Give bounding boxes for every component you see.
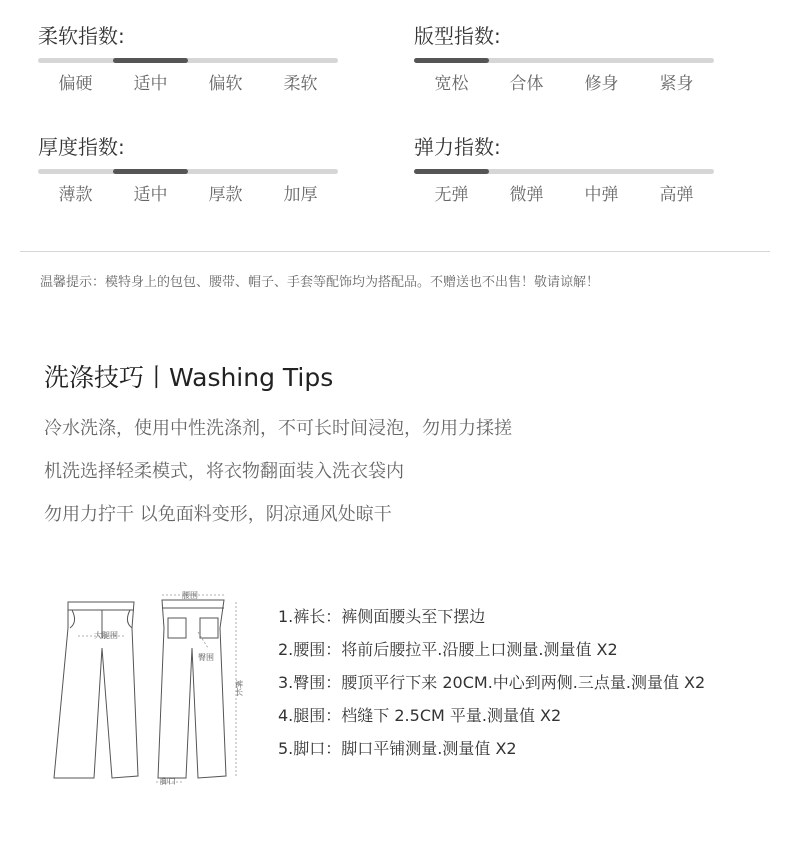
index-level: 偏硬	[58, 74, 93, 94]
measurement-label: 4.腿围：	[278, 706, 342, 725]
index-bar	[414, 58, 714, 63]
index-bar-fill	[414, 169, 489, 174]
length-label: 裤长	[234, 680, 244, 696]
hip-label: 臀围	[198, 653, 214, 662]
index-bar-fill	[113, 58, 188, 63]
section-divider	[20, 251, 770, 252]
softness-index	[38, 22, 338, 94]
index-bar	[414, 169, 714, 174]
pants-front-pocket	[127, 610, 132, 628]
index-title: 柔软指数:	[38, 24, 125, 48]
measurement-row	[278, 636, 705, 669]
index-bar-fill	[113, 169, 188, 174]
index-level: 无弹	[434, 185, 469, 205]
pants-front-pocket	[70, 610, 75, 628]
index-level: 合体	[509, 74, 544, 94]
index-level: 适中	[133, 185, 168, 205]
pants-measurement-diagram	[48, 588, 268, 788]
hem-label: 脚口	[160, 777, 176, 786]
measurement-label: 3.臀围：	[278, 673, 342, 692]
pants-front-outline	[54, 602, 138, 778]
pants-back-pocket	[200, 618, 218, 638]
thickness-index	[38, 133, 338, 205]
fit-index	[414, 22, 714, 94]
index-bar	[38, 58, 338, 63]
measurement-row	[278, 702, 705, 735]
index-level: 适中	[133, 74, 168, 94]
index-bar	[38, 169, 338, 174]
index-level: 厚款	[208, 185, 243, 205]
pants-back-pocket	[168, 618, 186, 638]
thigh-label: 大腿围	[94, 631, 118, 640]
index-title: 厚度指数:	[38, 135, 125, 159]
washing-tip-line: 冷水洗涤，使用中性洗涤剂，不可长时间浸泡，勿用力揉搓	[44, 418, 512, 439]
measurement-row	[278, 735, 705, 768]
index-level: 偏软	[208, 74, 243, 94]
index-level: 高弹	[659, 185, 694, 205]
measurement-desc: 腰顶平行下来 20CM.中心到两侧.三点量.测量值 X2	[341, 673, 706, 692]
index-level: 加厚	[283, 185, 318, 205]
measurement-list	[278, 603, 705, 768]
waist-label: 腰围	[182, 591, 198, 600]
washing-tip-line: 勿用力拧干 以免面料变形，阴凉通风处晾干	[44, 504, 392, 525]
notice-text: 温馨提示：模特身上的包包、腰带、帽子、手套等配饰均为搭配品。不赠送也不出售！敬请谅解！	[40, 275, 600, 290]
measurement-desc: 档缝下 2.5CM 平量.测量值 X2	[341, 706, 562, 725]
index-level: 柔软	[283, 74, 318, 94]
index-level: 中弹	[584, 185, 619, 205]
measurement-desc: 裤侧面腰头至下摆边	[341, 607, 486, 626]
measurement-label: 1.裤长：	[278, 607, 342, 626]
index-bar-fill	[414, 58, 489, 63]
elasticity-index	[414, 133, 714, 205]
index-title: 弹力指数:	[414, 135, 501, 159]
index-title: 版型指数:	[414, 24, 501, 48]
index-level: 紧身	[659, 74, 694, 94]
measurement-label: 2.腰围：	[278, 640, 342, 659]
measurement-row	[278, 603, 705, 636]
index-level: 薄款	[58, 185, 93, 205]
index-level: 微弹	[509, 185, 544, 205]
measurement-label: 5.脚口：	[278, 739, 342, 758]
measurement-desc: 脚口平铺测量.测量值 X2	[341, 739, 517, 758]
washing-tips-title: 洗涤技巧丨Washing Tips	[44, 363, 334, 392]
index-level: 修身	[584, 74, 619, 94]
measurement-row	[278, 669, 705, 702]
index-level: 宽松	[434, 74, 469, 94]
washing-tip-line: 机洗选择轻柔模式，将衣物翻面装入洗衣袋内	[44, 461, 404, 482]
measurement-desc: 将前后腰拉平.沿腰上口测量.测量值 X2	[341, 640, 618, 659]
